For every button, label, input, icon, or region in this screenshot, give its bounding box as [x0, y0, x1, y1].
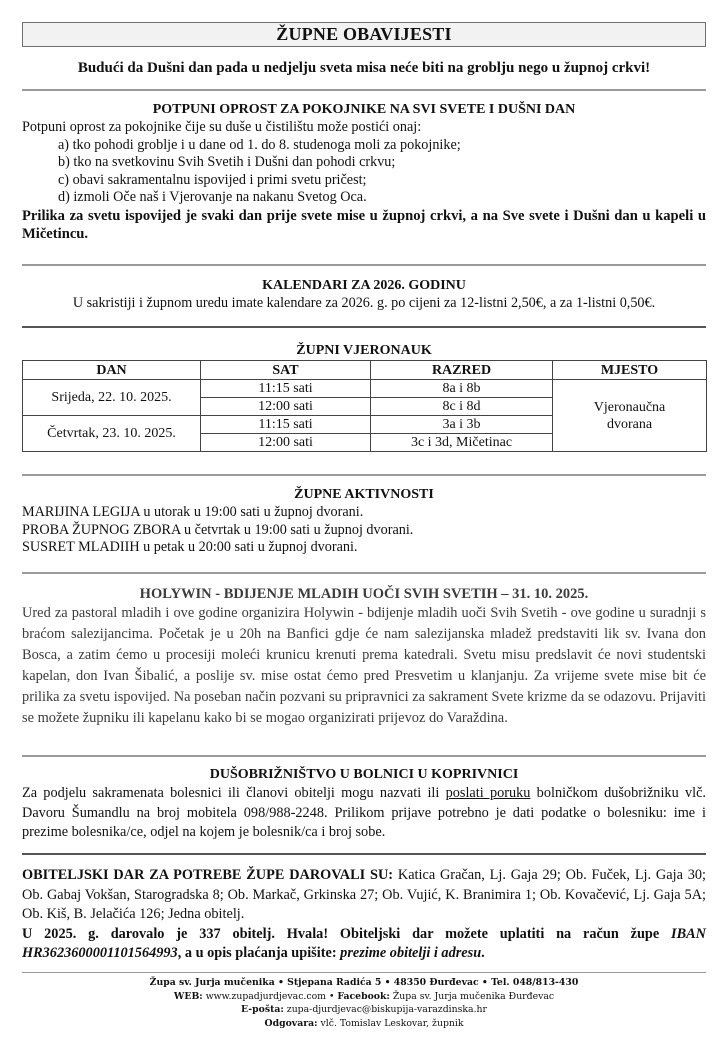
divider — [22, 89, 706, 91]
section-title: POTPUNI OPROST ZA POKOJNIKE NA SVI SVETE I DUŠNI DAN — [152, 102, 576, 117]
footer — [22, 976, 706, 1030]
divider — [22, 755, 706, 757]
text: U 2025. g. darovalo je 337 obitelj. Hvala! Obiteljski dar možete uplatiti na račun župe — [22, 925, 672, 942]
payment-description: prezime obitelji i adresu — [340, 945, 482, 961]
dar-heading: OBITELJSKI DAR ZA POTREBE ŽUPE DAROVALI SU: — [22, 867, 394, 883]
divider — [22, 972, 706, 973]
footer-address: Župa sv. Jurja mučenika • Stjepana Radića 5 • 48350 Đurđevac • Tel. 048/813-430 — [149, 977, 579, 988]
footer-responsible-line — [22, 1017, 706, 1031]
cell-sat: 12:00 sati — [201, 398, 371, 416]
section-aktivnosti — [22, 486, 706, 557]
list-item: d) izmoli Oče naš i Vjerovanje na nakanu Svetog Oca. — [58, 189, 367, 205]
list-item: SUSRET MLADIIH u petak u 20:00 sati u župnoj dvorani. — [22, 539, 358, 555]
section-oprost — [22, 101, 706, 244]
section-title: ŽUPNI VJERONAUK — [296, 343, 432, 358]
cell-sat: 12:00 sati — [201, 434, 371, 452]
dar-thanks — [22, 925, 706, 964]
section-dar — [22, 866, 706, 964]
divider — [22, 264, 706, 266]
section-title: KALENDARI ZA 2026. GODINU — [262, 278, 466, 293]
col-header-sat: SAT — [201, 361, 371, 380]
col-header-mjesto: MJESTO — [553, 361, 707, 380]
holywin-text: Ured za pastoral mladih i ove godine organizira Holywin - bdijenje mladih uoči Svih Svetih - ove godine u suradnji s braćom salezijancima. Početak je u 20h na Banfici gdje će nam salezijanska mladež predstaviti lik sv. Ivana don Bosca, a zatim ćemo u procesiji moleći krunicu krenuti prema katedrali. Svetu misu predslavit će novi studentski kapelan, don Ivan Šibalić, a poslije sv. mise ostat ćemo pred Presvetim u klanjanju. Za vrijeme svete mise bit će prilika za svetu ispovijed. Na poseban način pozvani su pripravnici za sakrament Svete krizme da se odazovu. Prijaviti se možete župniku ili kapelanu kako bi se mogao organizirati prijevoz do Varaždina. — [22, 605, 706, 726]
cell-razred: 3c i 3d, Mičetinac — [371, 434, 553, 452]
kalendari-text: U sakristiji i župnom uredu imate kalendare za 2026. g. po cijeni za 12-listni 2,50€, a za 1-listni 0,50€. — [72, 295, 656, 311]
dar-donors — [22, 866, 706, 925]
divider — [22, 326, 706, 328]
text: Za podjelu sakramenata bolesnici ili članovi obitelji mogu nazvati ili — [22, 785, 446, 801]
divider — [22, 474, 706, 476]
mjesto-line: Vjeronaučna — [593, 399, 666, 415]
list-item: b) tko na svetkovinu Svih Svetih i Dušni dan pohodi crkvu; — [58, 154, 396, 170]
iban: IBAN HR3623600001101564993 — [22, 925, 706, 961]
responsible-name: vlč. Tomislav Leskovar, župnik — [317, 1017, 464, 1029]
footer-email-line — [22, 1003, 706, 1017]
email-label: E-pošta: — [241, 1004, 284, 1015]
cell-razred: 3a i 3b — [371, 416, 553, 434]
facebook-label: Facebook: — [337, 990, 390, 1002]
facebook-link[interactable]: Župa sv. Jurja mučenika Đurđevac — [389, 990, 555, 1002]
list-item: MARIJINA LEGIJA u utorak u 19:00 sati u župnoj dvorani. — [22, 504, 364, 520]
list-item: c) obavi sakramentalnu ispovijed i primi svetu pričest; — [58, 171, 367, 188]
mjesto-line: dvorana — [606, 416, 653, 432]
text: bolničkom dušobrižniku vlč. Davoru Šumandlu na broj mobitela 098/988-2248. Prilikom prijave potrebno je dati podatke o bolesniku: ime i prezime bolesnika/ce, odjel na kojem je bolesnik/ca i broj sobe. — [22, 785, 706, 840]
web-label: WEB: — [173, 990, 203, 1002]
list-item: PROBA ŽUPNOG ZBORA u četvrtak u 19:00 sati u župnoj dvorani. — [22, 521, 414, 538]
section-title: ŽUPNE AKTIVNOSTI — [294, 487, 434, 502]
text: . — [481, 945, 485, 961]
cell-sat: 11:15 sati — [201, 416, 371, 434]
page-title: ŽUPNE OBAVIJESTI — [22, 22, 706, 47]
section-bolnica — [22, 766, 706, 843]
cell-razred: 8a i 8b — [371, 380, 553, 398]
section-title: DUŠOBRIŽNIŠTVO U BOLNICI U KOPRIVNICI — [209, 767, 519, 782]
cell-razred: 8c i 8d — [371, 398, 553, 416]
oprost-note: Prilika za svetu ispovijed je svaki dan prije svete mise u župnoj crkvi, a na Sve svete i Dušni dan u kapeli u Mičetincu. — [22, 207, 706, 242]
footer-web-line — [22, 990, 706, 1004]
text: , a u opis plaćanja upišite: — [177, 945, 341, 961]
section-title: HOLYWIN - BDIJENJE MLADIH UOČI SVIH SVETIH – 31. 10. 2025. — [139, 586, 589, 602]
lead-announcement: Budući da Dušni dan pada u nedjelju sveta misa neće biti na groblju nego u župnoj crkvi! — [77, 60, 651, 76]
col-header-razred: RAZRED — [371, 361, 553, 380]
oprost-intro: Potpuni oprost za pokojnike čije su duše u čistilištu može postići onaj: — [22, 119, 422, 135]
send-message-link[interactable]: poslati poruku — [445, 785, 531, 801]
donors-list: Katica Gračan, Lj. Gaja 29; Ob. Fuček, Lj. Gaja 30; Ob. Gabaj Vokšan, Starogradska 8; Ob. Markač, Grkinska 27; Ob. Vujić, K. Branimira 1; Ob. Kovačević, Lj. Gaja 5A; Ob. Kiš, B. Jelačića 126; Jedna obitelj. — [22, 867, 706, 922]
vjeronauk-table — [22, 360, 707, 452]
section-vjeronauk — [22, 342, 706, 452]
bolnica-text — [22, 784, 706, 843]
table-header-row — [23, 361, 707, 380]
list-item: a) tko pohodi groblje i u dane od 1. do 8. studenoga moli za pokojnike; — [58, 136, 461, 153]
cell-dan: Četvrtak, 23. 10. 2025. — [23, 416, 201, 452]
cell-dan: Srijeda, 22. 10. 2025. — [23, 380, 201, 416]
col-header-dan: DAN — [23, 361, 201, 380]
responsible-label: Odgovara: — [264, 1017, 318, 1029]
cell-mjesto — [553, 380, 707, 452]
section-holywin — [22, 585, 706, 729]
web-link[interactable]: www.zupadjurdjevac.com • — [202, 990, 338, 1002]
email-link[interactable]: zupa-djurdjevac@biskupija-varazdinska.hr — [283, 1004, 487, 1015]
section-kalendari — [22, 277, 706, 313]
table-row — [23, 380, 707, 398]
divider — [22, 572, 706, 574]
cell-sat: 11:15 sati — [201, 380, 371, 398]
divider — [22, 853, 706, 855]
